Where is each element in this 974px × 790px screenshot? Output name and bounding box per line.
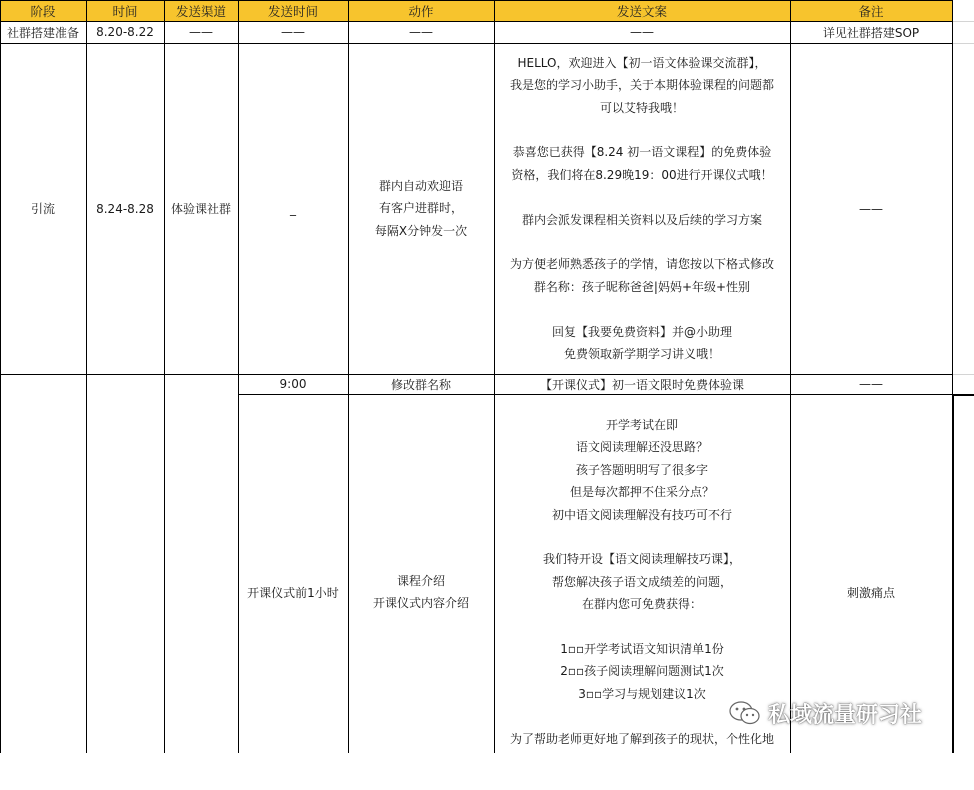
- row1-stage-text: 社群搭建准备: [6, 25, 79, 40]
- row1-note: [790, 21, 952, 43]
- row4-copy-line: 1▫▫开学考试语文知识清单1份: [560, 642, 724, 657]
- row4-copy-line: 3▫▫学习与规划建议1次: [578, 686, 706, 701]
- row2-note-text: ——: [859, 201, 883, 216]
- row4-action-line: 开课仪式内容介绍: [372, 596, 469, 610]
- grid-v-4: [348, 0, 349, 753]
- row2-action-lines: [375, 175, 467, 242]
- row2-copy-line: HELLO，欢迎进入【初一语文体验课交流群】，: [517, 55, 767, 70]
- row2-action-line: 每隔X分钟发一次: [374, 223, 468, 238]
- row2-action: [348, 43, 494, 374]
- header-copy: [494, 0, 790, 21]
- row2-stage-text: 引流: [30, 202, 55, 216]
- row1-action: [348, 21, 494, 43]
- row2-note: [790, 43, 952, 374]
- sheet-gridline: [953, 21, 974, 22]
- header-action-label: 动作: [408, 3, 434, 19]
- row4-note-text: 刺激痛点: [846, 585, 895, 600]
- row2-copy-line: 群内会派发课程相关资料以及后续的学习方案: [521, 212, 762, 227]
- row3-copy-text: 【开课仪式】初一语文限时免费体验课: [539, 377, 744, 392]
- sheet-border-right: [952, 394, 974, 396]
- row2-copy-line: 群名称：孩子昵称爸爸|妈妈+年级+性别: [533, 279, 751, 294]
- watermark-text: 私域流量研习社: [768, 702, 923, 728]
- grid-v-0: [0, 0, 1, 753]
- row4-action-line: 课程介绍: [396, 573, 445, 588]
- row2-action-line: 群内自动欢迎语: [378, 178, 463, 193]
- grid-v-7: [952, 0, 953, 394]
- row4-copy-line: 但是每次都押不住采分点？: [569, 485, 714, 500]
- row2-copy-line: 恭喜您已获得【8.24 初一语文课程】的免费体验: [512, 145, 772, 160]
- row1-send-time-text: ——: [281, 25, 305, 39]
- row1-channel: [164, 21, 238, 43]
- watermark: [728, 693, 974, 733]
- header-stage: [0, 0, 86, 21]
- row3-note-text: ——: [859, 377, 883, 391]
- row2-copy-line: 为方便老师熟悉孩子的学情，请您按以下格式修改: [509, 257, 774, 272]
- row3-action: [348, 374, 494, 394]
- row4-send-time: [238, 394, 348, 790]
- row1-time-text: 8.20-8.22: [96, 25, 154, 39]
- row2-copy: [494, 43, 790, 374]
- header-note: [790, 0, 952, 21]
- grid-h-3: [0, 374, 953, 375]
- sheet-gridline: [953, 374, 974, 375]
- row1-stage: [0, 21, 86, 43]
- row4-action: [348, 394, 494, 790]
- row2-send-time-text: _: [290, 201, 296, 216]
- grid-v-5: [494, 0, 495, 753]
- row2-copy-line: 可以艾特我哦！: [599, 100, 684, 115]
- row4-copy-line: 我们特开设【语文阅读理解技巧课】，: [542, 552, 741, 567]
- header-stage-label: 阶段: [30, 3, 56, 19]
- row2-channel: [164, 43, 238, 374]
- row2-stage: [0, 43, 86, 374]
- row2-copy-line: 我是您的学习小助手，关于本期体验课程的问题都: [509, 78, 774, 93]
- row1-time: [86, 21, 164, 43]
- row2-time-text: 8.24-8.28: [96, 201, 154, 216]
- grid-h-2: [0, 43, 953, 44]
- header-channel: [164, 0, 238, 21]
- grid-h-4: [238, 394, 954, 395]
- row1-copy-text: ——: [630, 25, 654, 39]
- row2-channel-text: 体验课社群: [170, 202, 231, 216]
- grid-v-6: [790, 0, 791, 753]
- row1-action-text: ——: [409, 25, 433, 39]
- wechat-icon: [728, 699, 762, 727]
- row4-send-time-text: 开课仪式前1小时: [247, 585, 339, 600]
- row3-copy: [494, 374, 790, 394]
- header-send-time-label: 发送时间: [267, 3, 318, 19]
- row4-copy-line: 初中语文阅读理解没有技巧可不行: [551, 507, 732, 522]
- row3-send-time-text: 9:00: [279, 377, 307, 391]
- row1-copy: [494, 21, 790, 43]
- row2-copy-line: 回复【我要免费资料】并@小助理: [551, 324, 732, 339]
- header-note-label: 备注: [858, 3, 884, 19]
- row4-copy-line: 帮您解决孩子语文成绩差的问题，: [551, 574, 732, 589]
- row4-copy-line: 2▫▫孩子阅读理解问题测试1次: [560, 664, 724, 679]
- row4-action-lines: [373, 570, 469, 615]
- row1-channel-text: ——: [189, 25, 213, 39]
- row4-copy-line: 开学考试在即: [605, 418, 678, 432]
- grid-v-2: [164, 0, 165, 753]
- row4-copy-line: 为了帮助老师更好地了解到孩子的现状，个性化地: [509, 731, 774, 746]
- header-copy-label: 发送文案: [616, 3, 667, 19]
- row3-send-time: [238, 374, 348, 394]
- row3-action-text: 修改群名称: [390, 377, 451, 392]
- row2-copy-line: 免费领取新学期学习讲义哦！: [563, 346, 720, 361]
- row2-copy-line: 资格，我们将在8.29晚19：00进行开课仪式哦！: [511, 167, 773, 182]
- row4-copy-line: 语文阅读理解还没思路？: [575, 440, 708, 455]
- header-send-time: [238, 0, 348, 21]
- grid-v-1: [86, 0, 87, 753]
- row2-time: [86, 43, 164, 374]
- grid-v-3: [238, 0, 239, 753]
- row2-action-line: 有客户进群时，: [378, 201, 463, 216]
- header-channel-label: 发送渠道: [175, 3, 226, 19]
- header-time: [86, 0, 164, 21]
- row2-copy-lines: [510, 52, 774, 366]
- row1-send-time: [238, 21, 348, 43]
- sheet-gridline: [953, 43, 974, 44]
- row2-send-time: [238, 43, 348, 374]
- row3-note: [790, 374, 952, 394]
- row1-note-text: 详见社群搭建SOP: [822, 25, 920, 40]
- grid-h-1: [0, 21, 953, 22]
- header-time-label: 时间: [112, 3, 138, 19]
- header-action: [348, 0, 494, 21]
- row4-copy-line: 在群内您可免费获得：: [581, 597, 702, 612]
- grid-h-0: [0, 0, 953, 1]
- row4-copy-line: 孩子答题明明写了很多字: [575, 462, 708, 477]
